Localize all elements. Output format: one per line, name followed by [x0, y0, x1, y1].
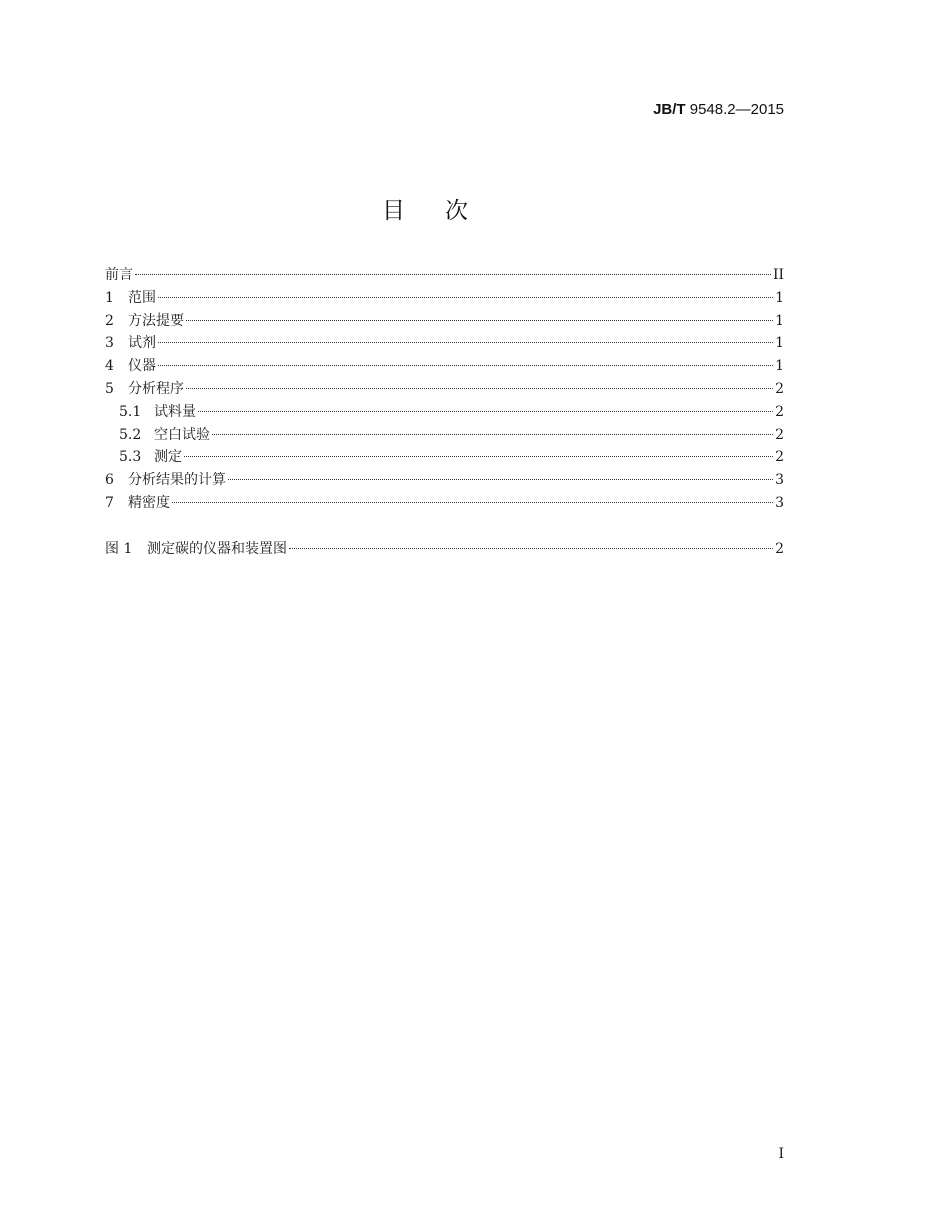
- toc-entry-label: 测定: [154, 449, 182, 466]
- toc-entry-5[interactable]: [105, 378, 784, 401]
- toc-entry-number: 5.1: [119, 403, 142, 420]
- toc-entry-number: 5.2: [119, 426, 142, 443]
- toc-leader-dots: [158, 342, 773, 343]
- toc-entry-number: 3: [105, 335, 114, 352]
- toc-leader-dots: [228, 479, 773, 480]
- toc-entry-5-2[interactable]: [105, 424, 784, 447]
- toc-entry-label: 分析结果的计算: [128, 472, 226, 489]
- toc-entry-label: 范围: [128, 289, 156, 306]
- standard-code: [653, 101, 784, 118]
- toc-entry-number: 2: [105, 312, 114, 329]
- toc-entry-number: 5.3: [119, 449, 142, 466]
- toc-leader-dots: [186, 320, 773, 321]
- toc-leader-dots: [172, 502, 773, 503]
- page-title: 目次: [382, 198, 508, 224]
- toc-entry-page: 1: [775, 312, 784, 329]
- standard-prefix: JB/T: [653, 101, 686, 118]
- toc-entry-number: 4: [105, 358, 114, 375]
- toc-entry-page: 3: [775, 494, 784, 511]
- toc-entry-page: 2: [775, 540, 784, 557]
- toc-entry-figure-1[interactable]: [105, 538, 784, 561]
- toc-entry-label: 方法提要: [128, 312, 184, 329]
- toc-entry-label: 分析程序: [128, 380, 184, 397]
- toc-entry-2[interactable]: [105, 310, 784, 333]
- toc-entry-label: 试剂: [128, 335, 156, 352]
- toc-entry-label: 精密度: [128, 494, 170, 511]
- toc-entry-page: 2: [775, 449, 784, 466]
- table-of-contents: [105, 264, 784, 561]
- toc-leader-dots: [186, 388, 773, 389]
- toc-entry-page: 1: [775, 335, 784, 352]
- toc-entry-number: 5: [105, 380, 114, 397]
- toc-leader-dots: [289, 548, 773, 549]
- toc-entry-7[interactable]: [105, 492, 784, 515]
- toc-entry-label: 空白试验: [154, 426, 210, 443]
- toc-entry-5-1[interactable]: [105, 401, 784, 424]
- toc-entry-5-3[interactable]: [105, 446, 784, 469]
- toc-entry-label: 仪器: [128, 358, 156, 375]
- toc-leader-dots: [135, 274, 771, 275]
- toc-entry-label: 试料量: [154, 403, 196, 420]
- toc-entry-foreword[interactable]: [105, 264, 784, 287]
- toc-entry-page: 1: [775, 289, 784, 306]
- toc-leader-dots: [184, 456, 773, 457]
- toc-entry-4[interactable]: [105, 355, 784, 378]
- page-number: I: [778, 1146, 784, 1162]
- toc-entry-number: 1: [105, 289, 114, 306]
- toc-leader-dots: [158, 365, 773, 366]
- toc-entry-3[interactable]: [105, 332, 784, 355]
- toc-entry-1[interactable]: [105, 287, 784, 310]
- toc-entry-page: II: [772, 267, 784, 283]
- toc-leader-dots: [212, 434, 773, 435]
- toc-entry-number: 7: [105, 494, 114, 511]
- toc-entry-label: 前言: [105, 267, 133, 283]
- toc-entry-page: 2: [775, 403, 784, 420]
- toc-entry-6[interactable]: [105, 469, 784, 492]
- standard-number: 9548.2—2015: [689, 101, 784, 118]
- toc-leader-dots: [198, 411, 773, 412]
- toc-entry-page: 2: [775, 380, 784, 397]
- toc-entry-page: 1: [775, 358, 784, 375]
- toc-entry-page: 3: [775, 472, 784, 489]
- toc-entry-label: 测定碳的仪器和装置图: [147, 540, 287, 557]
- toc-entry-number: 6: [105, 472, 114, 489]
- toc-leader-dots: [158, 297, 773, 298]
- toc-entry-page: 2: [775, 426, 784, 443]
- toc-entry-number: 图 1: [105, 540, 133, 557]
